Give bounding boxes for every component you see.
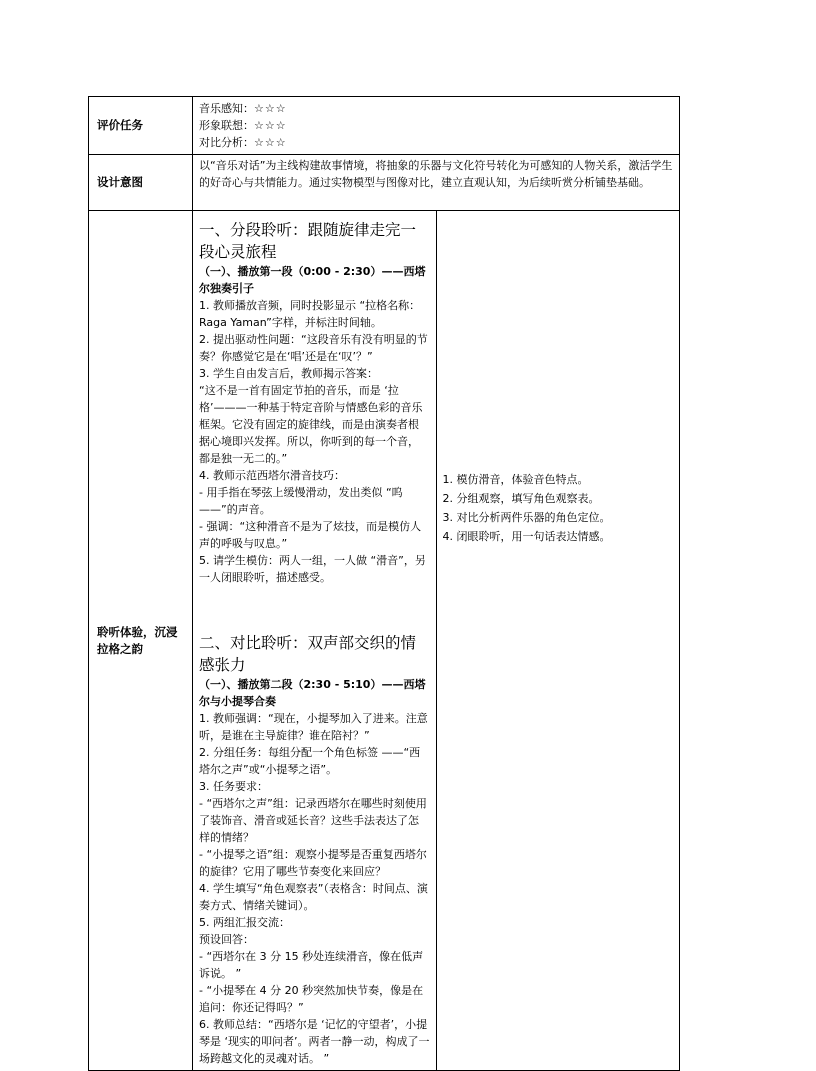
- design-row: [89, 155, 680, 211]
- evaluation-row: [89, 97, 680, 155]
- section-2-subtitle: （一）、播放第二段（2:30 - 5:10）——西塔尔与小提琴合奏: [199, 678, 426, 708]
- activity-note: 3. 对比分析两件乐器的角色定位。: [442, 511, 611, 524]
- rating-item: [199, 134, 673, 151]
- paragraph: - 用手指在琴弦上缓慢滑动，发出类似 “呜——”的声音。: [199, 486, 403, 516]
- star-rating: ☆☆☆: [254, 118, 287, 132]
- paragraph: - “西塔尔之声”组：记录西塔尔在哪些时刻使用了装饰音、滑音或延长音？这些手法表达了怎样的情绪？: [199, 797, 427, 844]
- section-1-subtitle: （一）、播放第一段（0:00 - 2:30）——西塔尔独奏引子: [199, 265, 426, 295]
- paragraph: - “小提琴之语”组：观察小提琴是否重复西塔尔的旋律？它用了哪些节奏变化来回应？: [199, 848, 427, 878]
- paragraph: - 强调：“这种滑音不是为了炫技，而是模仿人声的呼吸与叹息。”: [199, 520, 422, 550]
- listening-label: 聆听体验，沉浸拉格之韵: [89, 211, 193, 1071]
- paragraph: 5. 请学生模仿：两人一组，一人做 “滑音”，另一人闭眼聆听，描述感受。: [199, 554, 426, 584]
- spacer: [199, 586, 430, 632]
- lesson-plan-table: [88, 96, 680, 1071]
- star-rating: ☆☆☆: [254, 135, 287, 149]
- rating-item: [199, 117, 673, 134]
- evaluation-label: 评价任务: [89, 97, 193, 155]
- section-1-title: 一、分段聆听：跟随旋律走完一段心灵旅程: [199, 221, 417, 261]
- paragraph: 1. 教师强调：“现在，小提琴加入了进来。注意听，是谁在主导旋律？谁在陪衬？”: [199, 712, 428, 742]
- listening-row: [89, 211, 680, 1071]
- activity-note: 4. 闭眼聆听，用一句话表达情感。: [442, 530, 611, 543]
- paragraph: 6. 教师总结：“西塔尔是 ‘记忆的守望者’，小提琴是 ‘现实的叩问者’。两者一静一动，构成了一场跨越文化的灵魂对话。 ”: [199, 1018, 430, 1065]
- listening-content: [193, 211, 437, 1071]
- activity-note: 2. 分组观察，填写角色观察表。: [442, 492, 600, 505]
- rating-name: 音乐感知：: [199, 101, 254, 115]
- paragraph: 预设回答：: [199, 933, 254, 946]
- paragraph: 4. 教师示范西塔尔滑音技巧：: [199, 469, 345, 482]
- paragraph: 5. 两组汇报交流：: [199, 916, 290, 929]
- rating-item: [199, 100, 673, 117]
- star-rating: ☆☆☆: [254, 101, 287, 115]
- paragraph: 3. 任务要求：: [199, 780, 268, 793]
- paragraph: 2. 提出驱动性问题：“这段音乐有没有明显的节奏？你感觉它是在‘唱’还是在‘叹’？”: [199, 333, 428, 363]
- student-activity-notes: [436, 211, 680, 1071]
- design-label: 设计意图: [89, 155, 193, 211]
- design-text: 以“音乐对话”为主线构建故事情境，将抽象的乐器与文化符号转化为可感知的人物关系，激活学生的好奇心与共情能力。通过实物模型与图像对比，建立直观认知，为后续听赏分析铺垫基础。: [193, 155, 680, 211]
- paragraph: 2. 分组任务：每组分配一个角色标签 ——“西塔尔之声”或“小提琴之语”。: [199, 746, 421, 776]
- rating-name: 形象联想：: [199, 118, 254, 132]
- evaluation-content: [193, 97, 680, 155]
- rating-name: 对比分析：: [199, 135, 254, 149]
- paragraph: 1. 教师播放音频，同时投影显示 “拉格名称：Raga Yaman”字样，并标注时间轴。: [199, 299, 421, 329]
- section-2-title: 二、对比聆听：双声部交织的情感张力: [199, 634, 417, 674]
- paragraph: 3. 学生自由发言后，教师揭示答案：: [199, 367, 378, 380]
- paragraph: 4. 学生填写“角色观察表”（表格含：时间点、演奏方式、情绪关键词）。: [199, 882, 428, 912]
- activity-note: 1. 模仿滑音，体验音色特点。: [442, 473, 589, 486]
- paragraph: - “西塔尔在 3 分 15 秒处连续滑音，像在低声诉说。 ”: [199, 950, 424, 980]
- paragraph: “这不是一首有固定节拍的音乐，而是 ‘拉格’———一种基于特定音阶与情感色彩的音乐框架。它没有固定的旋律线，而是由演奏者根据心境即兴发挥。所以，你听到的每一个音，都是独一无二的。”: [199, 384, 423, 465]
- paragraph: - “小提琴在 4 分 20 秒突然加快节奏，像是在追问：你还记得吗？”: [199, 984, 424, 1014]
